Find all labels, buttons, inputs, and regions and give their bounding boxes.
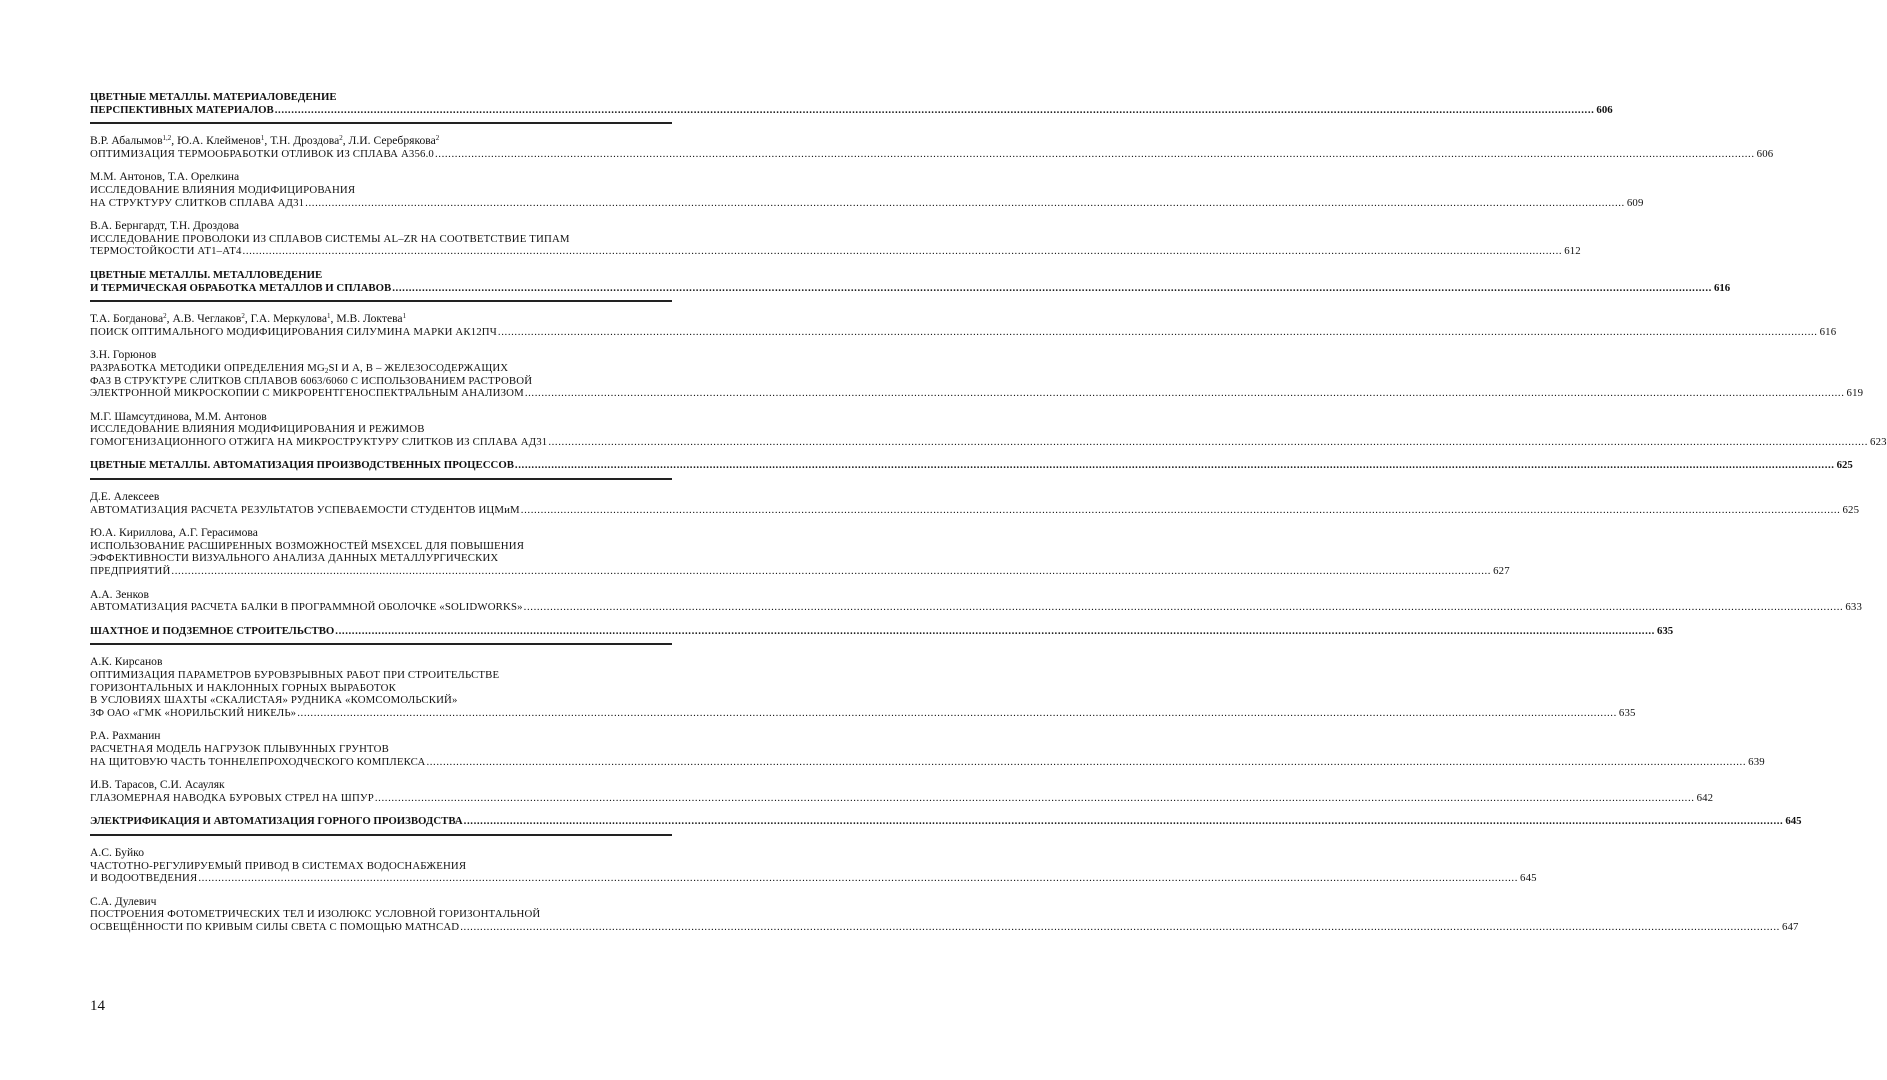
- author-name: , Т.Н. Дроздова: [264, 134, 340, 148]
- entry-text: ОСВЕЩЁННОСТИ ПО КРИВЫМ СИЛЫ СВЕТА С ПОМОЩЬЮ MATHCAD: [90, 920, 460, 933]
- author-list: [90, 220, 239, 233]
- toc-line: [90, 103, 1613, 117]
- page-ref: 645: [1785, 815, 1802, 828]
- entry-text: ИСПОЛЬЗОВАНИЕ РАСШИРЕННЫХ ВОЗМОЖНОСТЕЙ MSEXCEL ДЛЯ ПОВЫШЕНИЯ: [90, 539, 525, 552]
- toc-line: [90, 245, 1581, 258]
- toc-entry: [90, 778, 1714, 804]
- author-list: [90, 730, 160, 743]
- page-ref: 616: [1819, 325, 1837, 338]
- entry-authors: [90, 491, 672, 504]
- dot-leader: ................................................................................................................................................................................................................................................................................................................................................................................................................: [171, 565, 1492, 578]
- author-name: М.М. Антонов, Т.А. Орелкина: [90, 170, 240, 184]
- author-affiliation: 2: [435, 134, 440, 143]
- toc-line: [90, 706, 1636, 720]
- entry-text: [90, 362, 508, 375]
- dot-leader: ................................................................................................................................................................................................................................................................................................................................................................................................................: [198, 872, 1519, 885]
- entry-text: РАСЧЕТНАЯ МОДЕЛЬ НАГРУЗОК ПЛЫВУННЫХ ГРУНТОВ: [90, 742, 389, 755]
- toc-line: [90, 669, 672, 682]
- entry-text: В УСЛОВИЯХ ШАХТЫ «СКАЛИСТАЯ» РУДНИКА «КОМСОМОЛЬСКИЙ»: [90, 694, 458, 707]
- author-list: [90, 896, 156, 909]
- entry-text: И ВОДООТВЕДЕНИЯ: [90, 872, 198, 885]
- section-heading: [90, 624, 1674, 646]
- dot-leader: ................................................................................................................................................................................................................................................................................................................................................................................................................: [426, 755, 1747, 768]
- dot-leader: ................................................................................................................................................................................................................................................................................................................................................................................................................: [460, 920, 1780, 933]
- toc-line: [90, 694, 672, 707]
- page-ref: 627: [1493, 565, 1510, 578]
- toc-entry: [90, 655, 1636, 719]
- toc-line: [90, 908, 672, 921]
- author-name: Д.Е. Алексеев: [90, 490, 160, 504]
- toc-entry: [90, 219, 1581, 258]
- author-list: [90, 411, 267, 424]
- toc-line: [90, 91, 672, 104]
- author-name: Ю.А. Кириллова, А.Г. Герасимова: [90, 526, 258, 540]
- entry-authors: [90, 589, 672, 602]
- author-affiliation: 1: [327, 312, 331, 321]
- entry-text: ОПТИМИЗАЦИЯ ПАРАМЕТРОВ БУРОВЗРЫВНЫХ РАБОТ ПРИ СТРОИТЕЛЬСТВЕ: [90, 669, 500, 681]
- entry-text: ИССЛЕДОВАНИЕ ВЛИЯНИЯ МОДИФИЦИРОВАНИЯ: [90, 183, 356, 196]
- page-ref: 625: [1836, 459, 1853, 472]
- page-ref: 606: [1756, 147, 1774, 160]
- entry-text: ПОИСК ОПТИМАЛЬНОГО МОДИФИЦИРОВАНИЯ СИЛУМИНА МАРКИ АК12ПЧ: [90, 325, 497, 338]
- author-name: , Л.И. Серебрякова: [342, 134, 436, 148]
- entry-authors: [90, 411, 672, 424]
- entry-text: ИССЛЕДОВАНИЕ ПРОВОЛОКИ ИЗ СПЛАВОВ СИСТЕМЫ AL–ZR НА СООТВЕТСТВИЕ ТИПАМ: [90, 232, 570, 245]
- author-affiliation: 1,2: [162, 134, 172, 143]
- author-name: В.А. Бернгардт, Т.Н. Дроздова: [90, 219, 240, 233]
- table-of-contents: [90, 91, 1887, 934]
- toc-line: [90, 540, 672, 553]
- toc-entry: [90, 526, 1510, 578]
- author-list: [90, 847, 144, 860]
- toc-line: [90, 325, 1837, 339]
- author-name: В.Р. Абалымов: [90, 134, 163, 148]
- dot-leader: ................................................................................................................................................................................................................................................................................................................................................................................................................: [520, 503, 1841, 516]
- toc-entry: [90, 587, 1863, 614]
- toc-entry: [90, 348, 1864, 400]
- toc-line: [90, 920, 1799, 934]
- author-name: И.В. Тарасов, С.И. Асауляк: [90, 778, 225, 792]
- entry-text: ФАЗ В СТРУКТУРЕ СЛИТКОВ СПЛАВОВ 6063/6060 С ИСПОЛЬЗОВАНИЕМ РАСТРОВОЙ: [90, 374, 533, 387]
- dot-leader: ................................................................................................................................................................................................................................................................................................................................................................................................................: [335, 624, 1655, 637]
- toc-line: [90, 755, 1765, 769]
- entry-authors: [90, 847, 672, 860]
- entry-text: ЗФ ОАО «ГМК «НОРИЛЬСКИЙ НИКЕЛЬ»: [90, 706, 297, 719]
- page-ref: 612: [1564, 245, 1581, 258]
- entry-authors: [90, 730, 672, 743]
- author-list: [90, 656, 162, 669]
- toc-line: [90, 682, 672, 695]
- toc-entry: [90, 729, 1765, 768]
- toc-line: [90, 423, 672, 436]
- toc-line: [90, 281, 1731, 295]
- entry-text: НА ЩИТОВУЮ ЧАСТЬ ТОННЕЛЕПРОХОДЧЕСКОГО КОМПЛЕКСА: [90, 755, 426, 768]
- dot-leader: ................................................................................................................................................................................................................................................................................................................................................................................................................: [297, 706, 1617, 719]
- entry-text: ПРЕДПРИЯТИЙ: [90, 565, 171, 578]
- page-number: 14: [90, 998, 105, 1014]
- author-name: С.А. Дулевич: [90, 894, 157, 908]
- toc-line: [90, 269, 672, 282]
- toc-line: [90, 362, 672, 375]
- author-affiliation: 2: [339, 134, 343, 143]
- entry-text: ЦВЕТНЫЕ МЕТАЛЛЫ. МЕТАЛЛОВЕДЕНИЕ: [90, 268, 323, 281]
- author-list: [90, 171, 239, 184]
- author-name: З.Н. Горюнов: [90, 348, 157, 362]
- page-ref: 609: [1626, 196, 1644, 209]
- toc-line: [90, 387, 1864, 400]
- author-name: А.А. Зенков: [90, 587, 149, 601]
- page-ref: 635: [1618, 706, 1636, 719]
- entry-authors: [90, 527, 672, 540]
- toc-line: [90, 860, 672, 873]
- dot-leader: ................................................................................................................................................................................................................................................................................................................................................................................................................: [434, 147, 1755, 160]
- toc-line: [90, 791, 1714, 805]
- entry-authors: [90, 220, 672, 233]
- author-name: Р.А. Рахманин: [90, 729, 161, 743]
- author-name: Т.А. Богданова: [90, 312, 164, 326]
- toc-entry: [90, 134, 1774, 160]
- page-ref: 633: [1845, 601, 1863, 614]
- entry-text: ИССЛЕДОВАНИЕ ВЛИЯНИЯ МОДИФИЦИРОВАНИЯ И РЕЖИМОВ: [90, 423, 425, 436]
- author-name: А.С. Буйко: [90, 845, 145, 859]
- author-affiliation: 1: [260, 134, 265, 143]
- toc-entry: [90, 312, 1837, 338]
- entry-text: ГОМОГЕНИЗАЦИОННОГО ОТЖИГА НА МИКРОСТРУКТУРУ СЛИТКОВ ИЗ СПЛАВА АД31: [90, 435, 548, 448]
- toc-line: [90, 743, 672, 756]
- entry-text: ЭФФЕКТИВНОСТИ ВИЗУАЛЬНОГО АНАЛИЗА ДАННЫХ МЕТАЛЛУРГИЧЕСКИХ: [90, 552, 499, 565]
- entry-authors: [90, 349, 672, 362]
- subscript: 2: [324, 366, 329, 375]
- toc-line: [90, 233, 672, 246]
- dot-leader: ................................................................................................................................................................................................................................................................................................................................................................................................................: [305, 196, 1625, 209]
- entry-authors: [90, 656, 672, 669]
- entry-text: ЦВЕТНЫЕ МЕТАЛЛЫ. АВТОМАТИЗАЦИЯ ПРОИЗВОДСТВЕННЫХ ПРОЦЕССОВ: [90, 459, 514, 472]
- author-name: , М.В. Локтева: [330, 312, 403, 326]
- entry-text: ЦВЕТНЫЕ МЕТАЛЛЫ. МАТЕРИАЛОВЕДЕНИЕ: [90, 91, 337, 103]
- toc-line: [90, 815, 1802, 828]
- dot-leader: ................................................................................................................................................................................................................................................................................................................................................................................................................: [524, 387, 1845, 400]
- entry-authors: [90, 171, 672, 184]
- entry-text: ШАХТНОЕ И ПОДЗЕМНОЕ СТРОИТЕЛЬСТВО: [90, 624, 335, 637]
- toc-line: [90, 565, 1510, 578]
- entry-text: ПЕРСПЕКТИВНЫХ МАТЕРИАЛОВ: [90, 103, 274, 116]
- toc-line: [90, 184, 672, 197]
- page-ref: 606: [1596, 103, 1613, 116]
- toc-line: [90, 196, 1644, 210]
- dot-leader: ................................................................................................................................................................................................................................................................................................................................................................................................................: [242, 245, 1563, 258]
- section-heading: [90, 268, 1731, 302]
- author-name: , Г.А. Меркулова: [244, 312, 328, 326]
- author-name: М.Г. Шамсутдинова, М.М. Антонов: [90, 409, 267, 423]
- dot-leader: ................................................................................................................................................................................................................................................................................................................................................................................................................: [548, 435, 1869, 448]
- author-list: [90, 313, 406, 326]
- section-heading: [90, 91, 1613, 124]
- author-list: [90, 135, 439, 148]
- author-affiliation: 1: [402, 312, 407, 321]
- dot-leader: ................................................................................................................................................................................................................................................................................................................................................................................................................: [463, 815, 1784, 828]
- page-ref: 625: [1842, 503, 1860, 516]
- toc-entry: [90, 409, 1887, 449]
- toc-entry: [90, 170, 1644, 209]
- toc-line: [90, 872, 1537, 885]
- dot-leader: ................................................................................................................................................................................................................................................................................................................................................................................................................: [514, 459, 1835, 472]
- page-ref: 619: [1846, 387, 1864, 400]
- author-list: [90, 779, 225, 792]
- toc-line: [90, 503, 1860, 517]
- entry-text: НА СТРУКТУРУ СЛИТКОВ СПЛАВА АД31: [90, 196, 305, 209]
- page-ref: 645: [1520, 872, 1537, 885]
- author-list: [90, 589, 149, 602]
- toc-line: [90, 552, 672, 565]
- entry-text: ЧАСТОТНО-РЕГУЛИРУЕМЫЙ ПРИВОД В СИСТЕМАХ ВОДОСНАБЖЕНИЯ: [90, 859, 467, 872]
- dot-leader: ................................................................................................................................................................................................................................................................................................................................................................................................................: [497, 325, 1818, 338]
- page-ref: 639: [1748, 755, 1765, 768]
- toc-line: [90, 147, 1774, 161]
- dot-leader: ................................................................................................................................................................................................................................................................................................................................................................................................................: [523, 601, 1844, 614]
- toc-line: [90, 375, 672, 388]
- toc-line: [90, 624, 1674, 638]
- section-heading: [90, 815, 1802, 836]
- entry-text: ЭЛЕКТРИФИКАЦИЯ И АВТОМАТИЗАЦИЯ ГОРНОГО ПРОИЗВОДСТВА: [90, 815, 463, 828]
- toc-line: [90, 435, 1887, 449]
- dot-leader: ................................................................................................................................................................................................................................................................................................................................................................................................................: [374, 791, 1695, 804]
- entry-text: АВТОМАТИЗАЦИЯ РАСЧЕТА БАЛКИ В ПРОГРАММНОЙ ОБОЛОЧКЕ «SOLIDWORKS»: [90, 601, 523, 614]
- toc-line: [90, 601, 1863, 614]
- author-affiliation: 2: [241, 312, 245, 321]
- page-ref: 647: [1781, 920, 1799, 933]
- toc-line: [90, 459, 1853, 472]
- author-affiliation: 2: [163, 312, 167, 321]
- entry-text: ГОРИЗОНТАЛЬНЫХ И НАКЛОННЫХ ГОРНЫХ ВЫРАБОТОК: [90, 681, 396, 694]
- toc-entry: [90, 845, 1537, 885]
- entry-authors: [90, 779, 672, 792]
- author-list: [90, 527, 258, 540]
- entry-text: И ТЕРМИЧЕСКАЯ ОБРАБОТКА МЕТАЛЛОВ И СПЛАВОВ: [90, 281, 392, 294]
- author-name: , Ю.А. Клейменов: [171, 134, 261, 148]
- section-heading: [90, 459, 1853, 480]
- dot-leader: ................................................................................................................................................................................................................................................................................................................................................................................................................: [392, 281, 1712, 294]
- entry-text: ОПТИМИЗАЦИЯ ТЕРМООБРАБОТКИ ОТЛИВОК ИЗ СПЛАВА А356.0: [90, 147, 434, 160]
- entry-text: АВТОМАТИЗАЦИЯ РАСЧЕТА РЕЗУЛЬТАТОВ УСПЕВАЕМОСТИ СТУДЕНТОВ ИЦМиМ: [90, 503, 520, 516]
- author-list: [90, 349, 156, 362]
- entry-text: ГЛАЗОМЕРНАЯ НАВОДКА БУРОВЫХ СТРЕЛ НА ШПУР: [90, 791, 374, 804]
- entry-authors: [90, 135, 672, 148]
- page-ref: 635: [1656, 624, 1674, 637]
- page-ref: 616: [1713, 281, 1731, 294]
- entry-text: ТЕРМОСТОЙКОСТИ АТ1–АТ4: [90, 245, 242, 258]
- entry-authors: [90, 896, 672, 909]
- author-name: А.К. Кирсанов: [90, 655, 163, 669]
- author-name: , А.В. Чеглаков: [166, 312, 242, 326]
- entry-text: ПОСТРОЕНИЯ ФОТОМЕТРИЧЕСКИХ ТЕЛ И ИЗОЛЮКС УСЛОВНОЙ ГОРИЗОНТАЛЬНОЙ: [90, 908, 541, 921]
- title-text: РАЗРАБОТКА МЕТОДИКИ ОПРЕДЕЛЕНИЯ MG: [90, 361, 325, 374]
- toc-entry: [90, 894, 1799, 934]
- page-ref: 623: [1870, 435, 1887, 448]
- page-ref: 642: [1696, 791, 1714, 804]
- entry-text: ЭЛЕКТРОННОЙ МИКРОСКОПИИ С МИКРОРЕНТГЕНОСПЕКТРАЛЬНЫМ АНАЛИЗОМ: [90, 387, 524, 400]
- entry-authors: [90, 313, 672, 326]
- title-text: SI И A, B – ЖЕЛЕЗОСОДЕРЖАЩИХ: [328, 361, 509, 374]
- toc-entry: [90, 490, 1860, 516]
- author-list: [90, 491, 159, 504]
- dot-leader: ................................................................................................................................................................................................................................................................................................................................................................................................................: [274, 103, 1595, 116]
